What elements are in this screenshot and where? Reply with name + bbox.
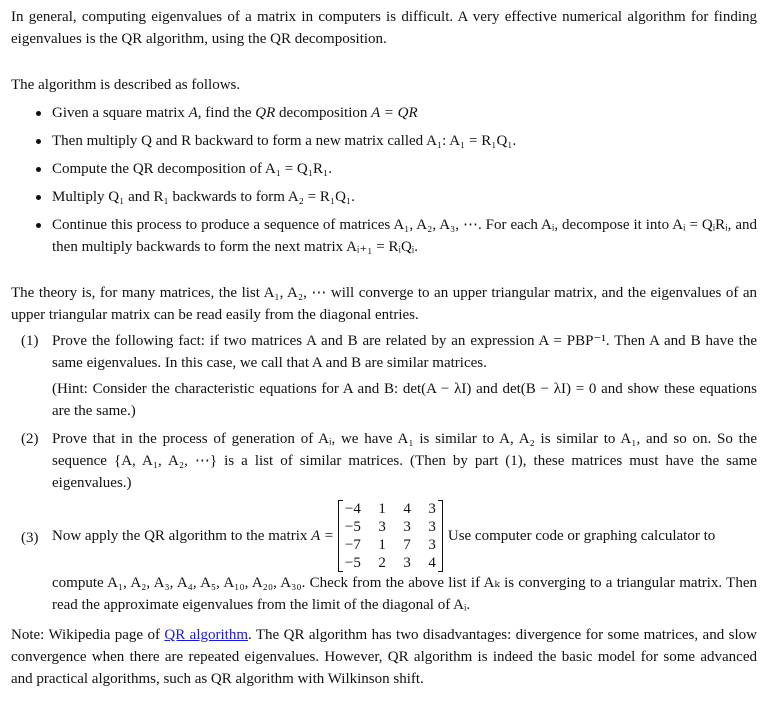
bullet-icon: [36, 195, 41, 200]
matrix-equation-line: [52, 500, 757, 572]
list-item: [11, 102, 757, 124]
list-item: [11, 214, 757, 258]
step-text: , find the: [197, 105, 256, 121]
matrix-cell: 3: [378, 519, 386, 535]
exercise-part-1: [11, 330, 757, 422]
matrix-cell: −7: [344, 537, 361, 553]
list-item: [11, 158, 757, 180]
algorithm-description: The algorithm is described as follows.: [11, 77, 241, 93]
part-continuation-text: compute A₁, A₂, A₃, A₄, A₅, A₁₀, A₂₀, A₃₀. Check from the above list if Aₖ is converging to a triangular matrix. Then read the approximate eigenvalues from the limit of the diagonal of Aᵢ.: [52, 575, 757, 613]
matrix-cell: 3: [428, 519, 436, 535]
intro-paragraph: In general, computing eigenvalues of a matrix in computers is difficult. A very effective numerical algorithm for finding eigenvalues is the QR algorithm, using the QR decomposition.: [11, 9, 757, 47]
part-text: Prove the following fact: if two matrices A and B are related by an expression A = PBP⁻¹. Then A and B have the same eigenvalues. In this case, we call that A and B are similar matrices.: [52, 333, 757, 371]
note-prefix: Note: Wikipedia page of: [11, 627, 165, 643]
step-text: Compute the QR decomposition of A₁ = Q₁R₁.: [52, 161, 332, 177]
matrix-cell: 3: [428, 537, 436, 553]
part-trail-text: Use computer code or graphing calculator to: [447, 528, 716, 544]
step-text: Then multiply Q and R backward to form a new matrix called A₁: A₁ = R₁Q₁.: [52, 133, 517, 149]
part-text: Prove that in the process of generation of Aᵢ, we have A₁ is similar to A, A₂ is similar to A₁, and so on. So the sequence {A, A₁, A₂, ⋯} is a list of similar matrices. (Then by part (1), these matrices must have the same eigenvalues.): [52, 431, 757, 491]
exercise-part-3: [11, 500, 757, 616]
step-text: Multiply Q₁ and R₁ backwards to form A₂ = R₁Q₁.: [52, 189, 355, 205]
algorithm-steps-list: [11, 102, 757, 258]
bullet-icon: [36, 111, 41, 116]
matrix-cell: 4: [403, 501, 411, 517]
step-text: decomposition: [275, 105, 372, 121]
matrix-cell: −5: [344, 519, 361, 535]
matrix-cell: 1: [378, 501, 386, 517]
bullet-icon: [36, 223, 41, 228]
matrix-cell: 4: [428, 555, 436, 571]
exercise-part-2: [11, 428, 757, 494]
matrix-A: [338, 500, 443, 572]
math-equation: A = QR: [371, 105, 418, 121]
matrix-cell: 2: [378, 555, 386, 571]
matrix-cell: −5: [344, 555, 361, 571]
part-hint: (Hint: Consider the characteristic equations for A and B: det(A − λI) and det(B − λI) = 0 and show these equations are the same.): [52, 381, 757, 419]
step-text: Given a square matrix: [52, 105, 189, 121]
matrix-cell: 3: [403, 555, 411, 571]
math-var: QR: [255, 105, 276, 121]
step-text: Continue this process to produce a sequence of matrices A₁, A₂, A₃, ⋯. For each Aᵢ, decompose it into Aᵢ = QᵢRᵢ, and then multiply backwards to form the next matrix Aᵢ₊₁ = RᵢQᵢ.: [52, 217, 757, 255]
theory-paragraph: The theory is, for many matrices, the list A₁, A₂, ⋯ will converge to an upper triangular matrix, and the eigenvalues of an upper triangular matrix can be read easily from the diagonal entries.: [11, 285, 757, 323]
math-equation: A =: [311, 528, 334, 544]
list-item: [11, 130, 757, 152]
qr-algorithm-wikipedia-link[interactable]: QR algorithm: [164, 627, 248, 643]
bullet-icon: [36, 139, 41, 144]
matrix-cell: 3: [403, 519, 411, 535]
note-paragraph: [11, 624, 757, 690]
matrix-cell: 1: [378, 537, 386, 553]
math-var: A: [188, 105, 198, 121]
part-number: (2): [21, 431, 39, 447]
part-number: (3): [21, 530, 39, 546]
note-suffix: . The QR algorithm has two disadvantages: divergence for some matrices, and slow convergence when there are repeated eigenvalues. However, QR algorithm is indeed the basic model for some advanced and practical algorithms, such as QR algorithm with Wilkinson shift.: [11, 627, 757, 687]
part-lead-text: Now apply the QR algorithm to the matrix: [52, 528, 312, 544]
matrix-cell: 7: [403, 537, 411, 553]
bullet-icon: [36, 167, 41, 172]
exercise-parts-list: [11, 330, 757, 616]
list-item: [11, 186, 757, 208]
matrix-cell: 3: [428, 501, 436, 517]
part-number: (1): [21, 333, 39, 349]
matrix-cell: −4: [344, 501, 361, 517]
